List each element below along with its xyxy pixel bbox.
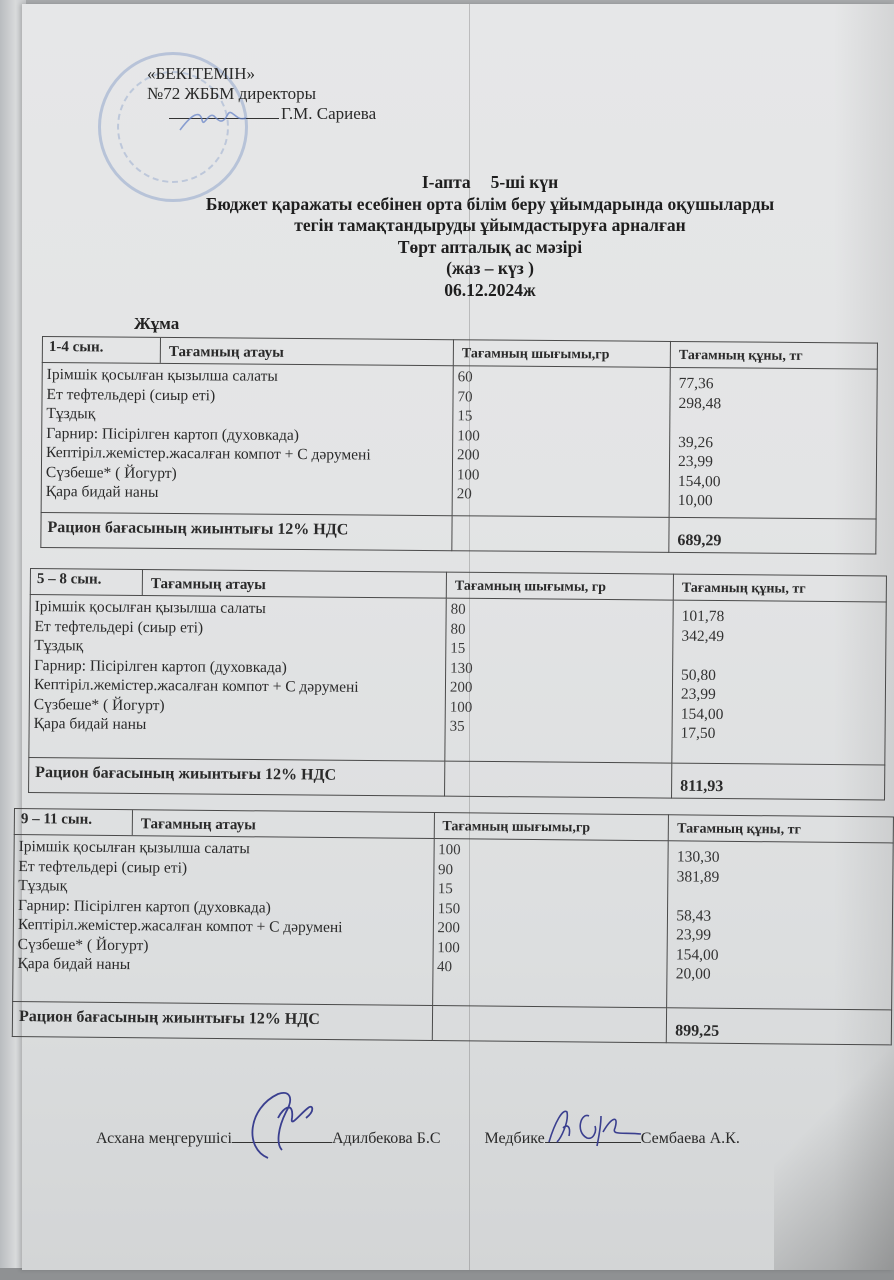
dish-yield: 80 xyxy=(450,601,466,618)
table-total-row xyxy=(29,757,885,799)
dish-price: 50,80 xyxy=(681,666,717,684)
signatures-footer xyxy=(96,1128,740,1148)
class-label: 5 – 8 сын. xyxy=(31,569,143,595)
dish-yield: 15 xyxy=(457,408,473,425)
dish-price: 381,89 xyxy=(676,867,720,886)
dish-yield: 70 xyxy=(457,388,473,405)
dish-price: 23,99 xyxy=(677,452,713,471)
heading-line-2: тегін тамақтандыруды ұйымдастыруға арналған xyxy=(294,215,686,235)
dish-prices-cell xyxy=(667,841,893,1010)
dish-price: 20,00 xyxy=(675,965,711,983)
dish-price: 77,36 xyxy=(678,375,714,393)
canteen-signature-line xyxy=(232,1128,332,1143)
total-empty-cell xyxy=(445,761,672,798)
dish-name: Сүзбеше* ( Йогурт) xyxy=(33,695,165,714)
dish-name: Ет тефтельдері (сиыр еті) xyxy=(34,617,204,637)
dish-yield: 100 xyxy=(438,842,461,859)
dish-name: Қара бидай наны xyxy=(33,715,147,734)
dish-yield: 35 xyxy=(449,718,465,735)
approval-signatory: Г.М. Сариева xyxy=(281,104,377,123)
dish-prices-cell xyxy=(669,367,877,518)
dish-price-empty xyxy=(678,413,868,434)
dish-name: Кептіріл.жемістер.жасалған компот + С дәрумені xyxy=(33,676,359,696)
menu-table-grades-5-8 xyxy=(28,568,887,800)
dish-price: 39,26 xyxy=(678,433,714,451)
table-items-row xyxy=(13,835,894,1010)
dish-yield: 60 xyxy=(457,369,473,386)
date-label: 06.12.2024ж xyxy=(444,279,536,300)
canteen-signature-icon xyxy=(238,1088,328,1168)
header-yield: Тағамның шығымы,гр xyxy=(434,813,669,841)
day-number-label: 5-ші күн xyxy=(490,172,559,192)
class-label: 1-4 сын. xyxy=(43,337,161,363)
dish-name: Гарнир: Пісірілген картоп (духовкада) xyxy=(17,896,271,916)
dish-price: 154,00 xyxy=(675,945,719,964)
header-class-name-cell xyxy=(30,569,446,599)
total-value: 899,25 xyxy=(667,1008,892,1045)
dish-yield: 200 xyxy=(437,920,461,937)
total-empty-cell xyxy=(452,515,669,552)
dish-yield: 100 xyxy=(437,939,460,956)
dish-yields-cell xyxy=(432,839,668,1008)
dish-yield: 100 xyxy=(449,699,473,716)
dish-yields-cell xyxy=(452,366,670,517)
dish-name: Ірімшік қосылған қызылша салаты xyxy=(34,598,266,618)
dish-price: 154,00 xyxy=(677,472,721,490)
header-price: Тағамның құны, тг xyxy=(673,574,886,602)
nurse-signature-icon xyxy=(545,1102,645,1152)
dish-yield: 15 xyxy=(437,881,453,898)
dish-price: 342,49 xyxy=(681,627,725,645)
approval-signatory-line xyxy=(125,104,376,124)
class-label: 9 – 11 сын. xyxy=(15,809,133,835)
dish-price-empty xyxy=(676,886,884,907)
week-label: І-апта xyxy=(421,172,471,192)
header-yield: Тағамның шығымы,гр xyxy=(453,340,670,368)
dish-yields-cell xyxy=(445,598,673,763)
document-heading xyxy=(130,172,850,301)
season-label: (жаз – күз ) xyxy=(446,258,534,278)
dish-name: Тұздық xyxy=(18,877,68,895)
day-of-week-label: Жұма xyxy=(134,314,180,333)
total-label: Рацион бағасының жиынтығы 12% НДС xyxy=(12,1001,432,1040)
dish-yield: 20 xyxy=(456,486,472,503)
dish-name: Қара бидай наны xyxy=(17,955,131,974)
dish-names-cell xyxy=(41,363,453,516)
dish-price: 58,43 xyxy=(676,906,712,925)
total-label: Рацион бағасының жиынтығы 12% НДС xyxy=(41,512,452,550)
paper-shadow-corner xyxy=(774,1010,894,1270)
approval-position: №72 ЖББМ директоры xyxy=(147,84,317,103)
table-items-row xyxy=(29,595,886,765)
header-price: Тағамның құны, тг xyxy=(670,341,877,369)
dish-name: Ет тефтельдері (сиыр еті) xyxy=(18,857,188,877)
approval-block xyxy=(125,64,376,124)
week-day-line xyxy=(130,172,850,194)
dish-yield: 90 xyxy=(437,861,454,878)
total-empty-cell xyxy=(432,1006,667,1043)
dish-name: Сүзбеше* ( Йогурт) xyxy=(17,935,149,954)
header-dish-name: Тағамның атауы xyxy=(168,343,284,361)
canteen-manager-label: Асхана меңгерушісі xyxy=(96,1130,232,1147)
dish-name: Ірімшік қосылған қызылша салаты xyxy=(46,366,278,385)
dish-price: 154,00 xyxy=(680,705,724,723)
dish-name: Тұздық xyxy=(34,637,84,655)
dish-price: 298,48 xyxy=(678,394,722,412)
dish-name: Кептіріл.жемістер.жасалған компот + С дәрумені xyxy=(46,444,371,464)
dish-price: 130,30 xyxy=(676,848,720,866)
dish-price: 23,99 xyxy=(680,685,716,703)
dish-name: Ет тефтельдері (сиыр еті) xyxy=(46,385,216,404)
header-dish-name: Тағамның атауы xyxy=(140,816,256,834)
nurse-label: Медбике xyxy=(484,1130,545,1147)
dish-price: 10,00 xyxy=(677,491,713,510)
total-label: Рацион бағасының жиынтығы 12% НДС xyxy=(29,757,445,796)
dish-yield: 100 xyxy=(457,427,480,444)
header-yield: Тағамның шығымы, гр xyxy=(446,572,673,600)
menu-table-grades-9-11 xyxy=(12,808,894,1045)
heading-line-1: Бюджет қаражаты есебінен орта білім беру ұйымдарында оқушыларды xyxy=(205,193,775,214)
director-signature-icon xyxy=(178,106,248,136)
dish-yield: 80 xyxy=(450,621,466,638)
header-price: Тағамның құны, тг xyxy=(669,815,894,843)
dish-yield: 100 xyxy=(456,466,480,483)
dish-name: Кептіріл.жемістер.жасалған компот + С дәрумені xyxy=(17,916,343,937)
dish-price-empty xyxy=(681,646,877,667)
table-items-row xyxy=(41,363,877,519)
dish-name: Ірімшік қосылған қызылша салаты xyxy=(18,838,250,858)
heading-line-3: Төрт апталық ас мәзірі xyxy=(397,236,583,257)
dish-yield: 130 xyxy=(450,660,473,677)
header-class-name-cell xyxy=(42,337,453,366)
canteen-manager-name: Адилбекова Б.С xyxy=(331,1130,441,1147)
dish-yield: 15 xyxy=(450,640,466,657)
header-dish-name: Тағамның атауы xyxy=(150,576,266,594)
dish-name: Сүзбеше* ( Йогурт) xyxy=(45,463,177,482)
total-value: 689,29 xyxy=(669,517,876,554)
dish-price: 23,99 xyxy=(676,926,712,944)
dish-prices-cell xyxy=(672,600,886,765)
dish-name: Гарнир: Пісірілген картоп (духовкада) xyxy=(34,656,287,676)
header-class-name-cell xyxy=(14,809,434,839)
dish-names-cell xyxy=(29,595,446,762)
dish-yield: 200 xyxy=(457,447,480,464)
dish-name: Тұздық xyxy=(46,405,96,423)
dish-price: 17,50 xyxy=(680,724,716,742)
menu-table-grades-1-4 xyxy=(40,336,878,554)
dish-yield: 150 xyxy=(437,900,461,917)
dish-yield: 40 xyxy=(437,959,453,976)
nurse-signature-line xyxy=(545,1128,641,1143)
dish-name: Гарнир: Пісірілген картоп (духовкада) xyxy=(46,424,300,444)
table-total-row xyxy=(41,512,876,554)
dish-name: Қара бидай наны xyxy=(45,483,159,501)
dish-names-cell xyxy=(13,835,434,1006)
dish-yield: 200 xyxy=(449,679,473,696)
approval-label: «БЕКІТЕМІН» xyxy=(147,64,255,83)
nurse-name: Сембаева А.К. xyxy=(640,1130,740,1147)
total-value: 811,93 xyxy=(672,763,885,800)
dish-price: 101,78 xyxy=(681,607,725,626)
